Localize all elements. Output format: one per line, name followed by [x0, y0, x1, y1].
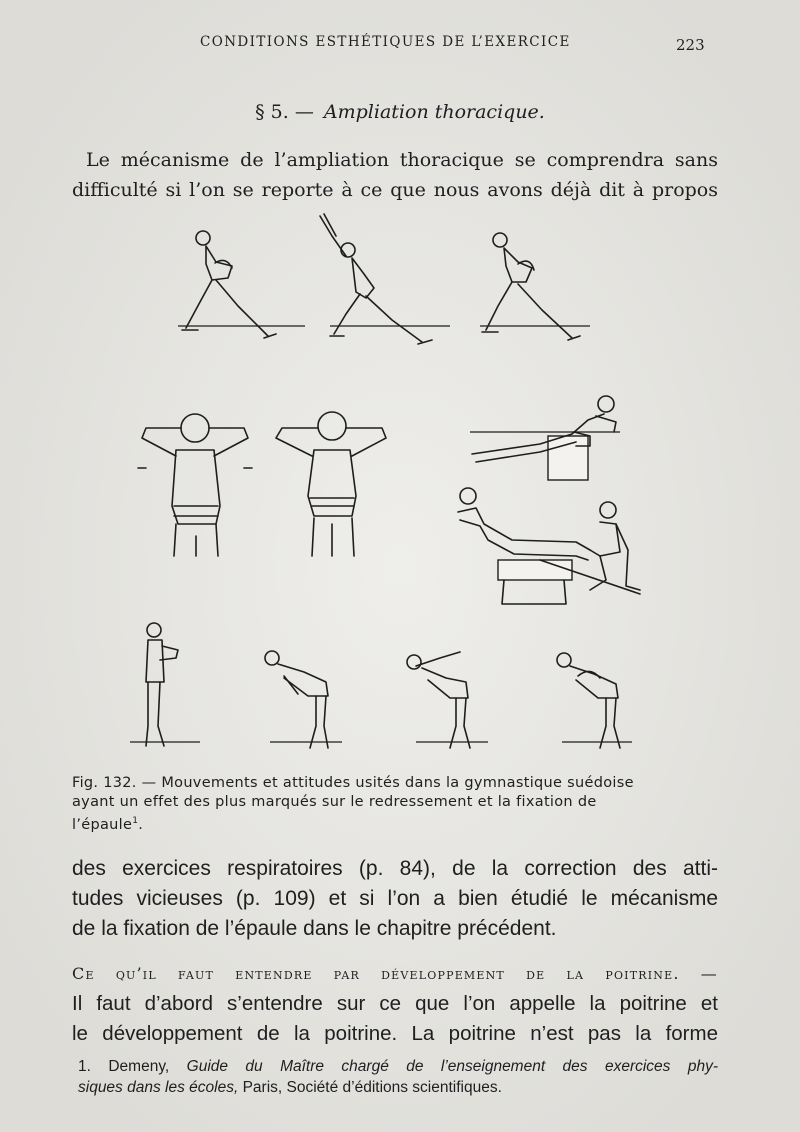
caption-line-3: l’épaule: [72, 816, 133, 833]
bending-figure-4: [557, 653, 632, 748]
bench-exercise-prone: [470, 396, 620, 480]
footnote-publisher: Paris, Société d’éditions scientifiques.: [242, 1079, 502, 1096]
lunge-figure-1: [178, 231, 305, 338]
footnote-line-2: [78, 1077, 718, 1098]
figure-illustration: [120, 206, 680, 772]
bending-figure-2: [265, 651, 342, 748]
hands-behind-head-back: [276, 412, 386, 556]
caption-end: .: [138, 816, 144, 833]
section-name: Ampliation thoracique.: [323, 101, 545, 123]
footnote: [78, 1056, 718, 1098]
bending-figure-3: [407, 652, 488, 748]
figure-caption: [72, 774, 718, 835]
footnote-title-2: siques dans les écoles,: [78, 1079, 239, 1096]
continuation-paragraph: [72, 854, 718, 944]
definition-line-2: Il faut d’abord s’entendre sur ce que l’on appelle la poitrine et: [72, 992, 718, 1015]
definition-line-3: le développement de la poitrine. La poitrine n’est pas la forme: [72, 1022, 718, 1045]
section-title: [0, 101, 800, 123]
bench-exercise-assisted: [458, 488, 640, 604]
subsection-heading: Ce qu’il faut entendre par développement de la poitrine. —: [72, 964, 718, 983]
caption-line-1: Fig. 132. — Mouvements et attitudes usités dans la gymnastique suédoise: [72, 775, 634, 791]
caption-footnote-ref: 1: [132, 816, 139, 826]
footnote-author: Demeny,: [108, 1058, 170, 1075]
caption-line-2: ayant un effet des plus marqués sur le redressement et la fixation de: [72, 794, 597, 810]
definition-paragraph: [72, 958, 718, 1049]
hands-behind-head-front: [138, 414, 252, 556]
footnote-line-1: [78, 1056, 718, 1077]
intro-line-1: Le mécanisme de l’ampliation thoracique se comprendra sans: [86, 149, 718, 171]
definition-line-1: [72, 958, 718, 989]
intro-line-2: difficulté si l’on se reporte à ce que nous avons déjà dit à propos: [72, 179, 718, 201]
intro-paragraph: [72, 145, 718, 205]
lunge-figure-2: [320, 214, 450, 344]
continuation-line-1: des exercices respiratoires (p. 84), de la correction des atti-: [72, 857, 718, 880]
footnote-title-1: Guide du Maître chargé de l’enseignement des exercices phy-: [186, 1058, 718, 1075]
page-number: 223: [676, 36, 705, 54]
running-head: CONDITIONS ESTHÉTIQUES DE L’EXERCICE: [200, 34, 571, 50]
footnote-number: 1.: [78, 1058, 91, 1075]
continuation-line-3: de la fixation de l’épaule dans le chapitre précédent.: [72, 917, 557, 940]
section-number: § 5. —: [255, 101, 314, 123]
lunge-figure-3: [480, 233, 590, 340]
continuation-line-2: tudes vicieuses (p. 109) et si l’on a bien étudié le mécanisme: [72, 887, 718, 910]
bending-figure-1: [130, 623, 200, 746]
